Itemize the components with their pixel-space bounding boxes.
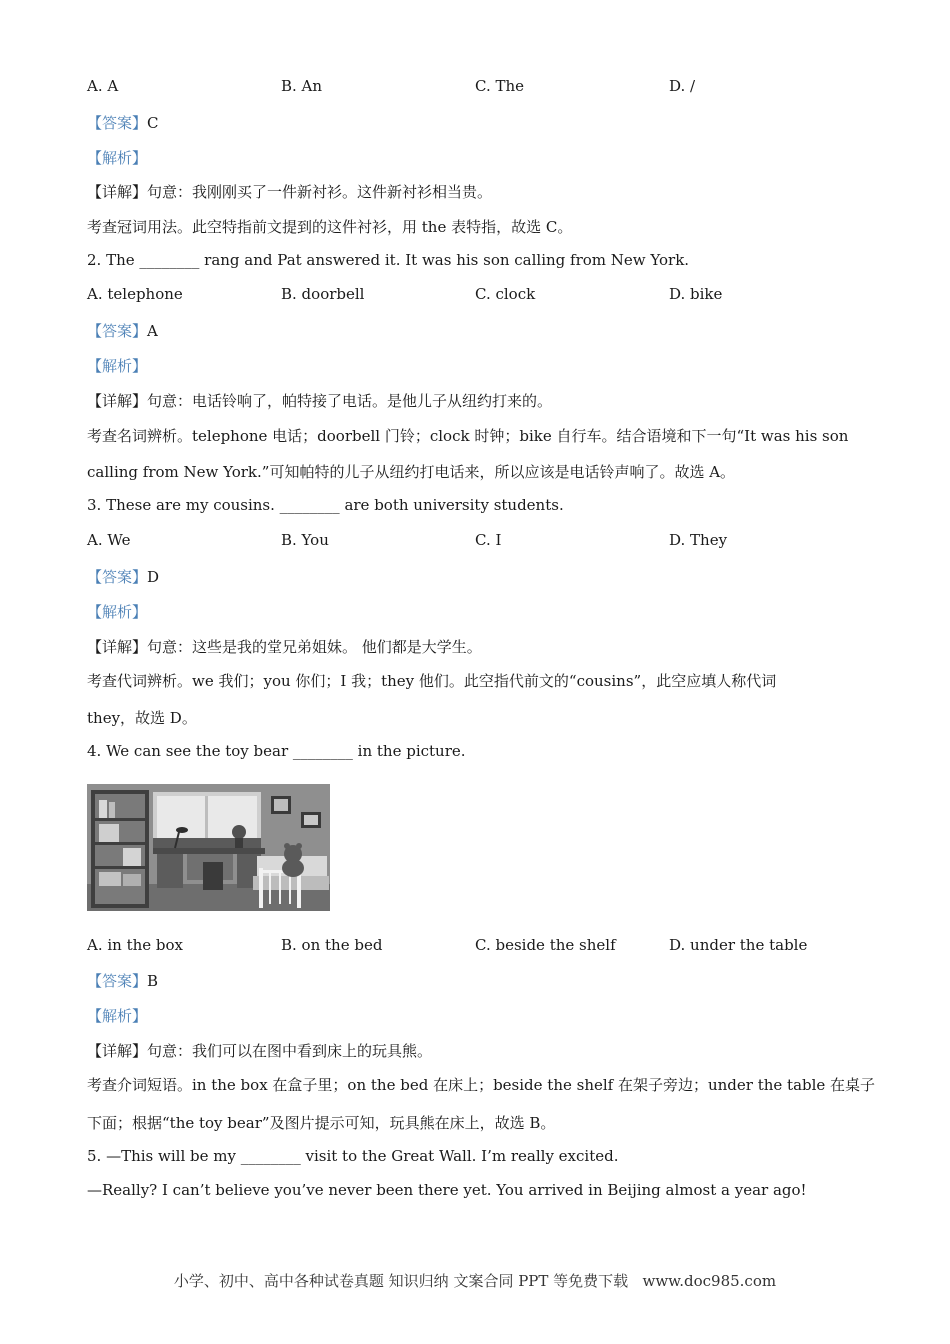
q4-explain-line: 下面；根据“the toy bear”及图片提示可知，玩具熊在床上，故选 B。 [87, 1114, 556, 1132]
q2-option-c: C. clock [475, 285, 536, 303]
bedroom-picture [87, 784, 330, 911]
q4-option-d: D. under the table [669, 936, 808, 954]
detail-tag: 【详解】 [87, 183, 148, 201]
q2-options [87, 285, 867, 305]
q1-options [87, 77, 867, 97]
q4-option-c: C. beside the shelf [475, 936, 616, 954]
answer-tag: 【答案】 [87, 114, 148, 132]
q3-explain-line: they，故选 D。 [87, 709, 197, 727]
q3-answer [87, 566, 159, 587]
q4-explain-line: 考查介词短语。in the box 在盒子里；on the bed 在床上；beside the shelf 在架子旁边；under the table 在桌子 [87, 1076, 876, 1094]
q3-option-b: B. You [281, 531, 329, 549]
q3-option-c: C. I [475, 531, 502, 549]
q4-options [87, 936, 867, 956]
q1-analysis-tag: 【解析】 [87, 149, 148, 167]
q3-explain-line: 考查代词辨析。we 我们；you 你们；I 我；they 他们。此空指代前文的“cousins”，此空应填人称代词 [87, 672, 777, 690]
q2-explain-line: calling from New York.”可知帕特的儿子从纽约打电话来，所以应该是电话铃声响了。故选 A。 [87, 463, 736, 481]
bedroom-illustration [87, 784, 330, 911]
q3-option-a: A. We [87, 531, 131, 549]
q2-option-b: B. doorbell [281, 285, 365, 303]
detail-text: 句意：这些是我的堂兄弟姐妹。 他们都是大学生。 [147, 638, 482, 656]
q5-stem: 5. —This will be my ________ visit to the Great Wall. I’m really excited. [87, 1147, 619, 1165]
q4-answer [87, 970, 158, 991]
q1-answer [87, 112, 159, 133]
q2-detail [87, 390, 552, 411]
footer-text: 小学、初中、高中各种试卷真题 知识归纳 文案合同 PPT 等免费下载 [173, 1272, 629, 1290]
q1-detail [87, 181, 492, 202]
q3-option-d: D. They [669, 531, 728, 549]
q2-option-a: A. telephone [87, 285, 183, 303]
answer-tag: 【答案】 [87, 568, 148, 586]
q4-option-a: A. in the box [87, 936, 184, 954]
q2-answer [87, 320, 158, 341]
q3-analysis-tag: 【解析】 [87, 603, 148, 621]
q1-option-a: A. A [87, 77, 119, 95]
q5-reply: —Really? I can’t believe you’ve never been there yet. You arrived in Beijing almost a year ago! [87, 1181, 807, 1199]
page-footer [0, 1270, 950, 1291]
answer-value: B [147, 972, 159, 990]
q2-explain-line: 考查名词辨析。telephone 电话；doorbell 门铃；clock 时钟；bike 自行车。结合语境和下一句“It was his son [87, 427, 849, 445]
q3-options [87, 531, 867, 551]
q3-detail [87, 636, 482, 657]
q1-explain-line: 考查冠词用法。此空特指前文提到的这件衬衫，用 the 表特指，故选 C。 [87, 218, 573, 236]
answer-value: D [147, 568, 160, 586]
q3-stem: 3. These are my cousins. ________ are both university students. [87, 496, 564, 514]
q4-option-b: B. on the bed [281, 936, 383, 954]
answer-value: A [147, 322, 158, 340]
detail-tag: 【详解】 [87, 1042, 148, 1060]
detail-text: 句意：我们可以在图中看到床上的玩具熊。 [147, 1042, 433, 1060]
q4-detail [87, 1040, 432, 1061]
detail-tag: 【详解】 [87, 638, 148, 656]
q2-stem: 2. The ________ rang and Pat answered it. It was his son calling from New York. [87, 251, 690, 269]
detail-text: 句意：我刚刚买了一件新衬衫。这件新衬衫相当贵。 [147, 183, 493, 201]
answer-tag: 【答案】 [87, 972, 148, 990]
answer-value: C [147, 114, 159, 132]
answer-tag: 【答案】 [87, 322, 148, 340]
q1-option-b: B. An [281, 77, 323, 95]
detail-text: 句意：电话铃响了，帕特接了电话。是他儿子从纽约打来的。 [147, 392, 553, 410]
q4-analysis-tag: 【解析】 [87, 1007, 148, 1025]
q1-option-c: C. The [475, 77, 525, 95]
q1-option-d: D. / [669, 77, 696, 95]
q4-stem: 4. We can see the toy bear ________ in the picture. [87, 742, 466, 760]
detail-tag: 【详解】 [87, 392, 148, 410]
footer-url: www.doc985.com [642, 1272, 777, 1290]
q2-option-d: D. bike [669, 285, 723, 303]
q2-analysis-tag: 【解析】 [87, 357, 148, 375]
